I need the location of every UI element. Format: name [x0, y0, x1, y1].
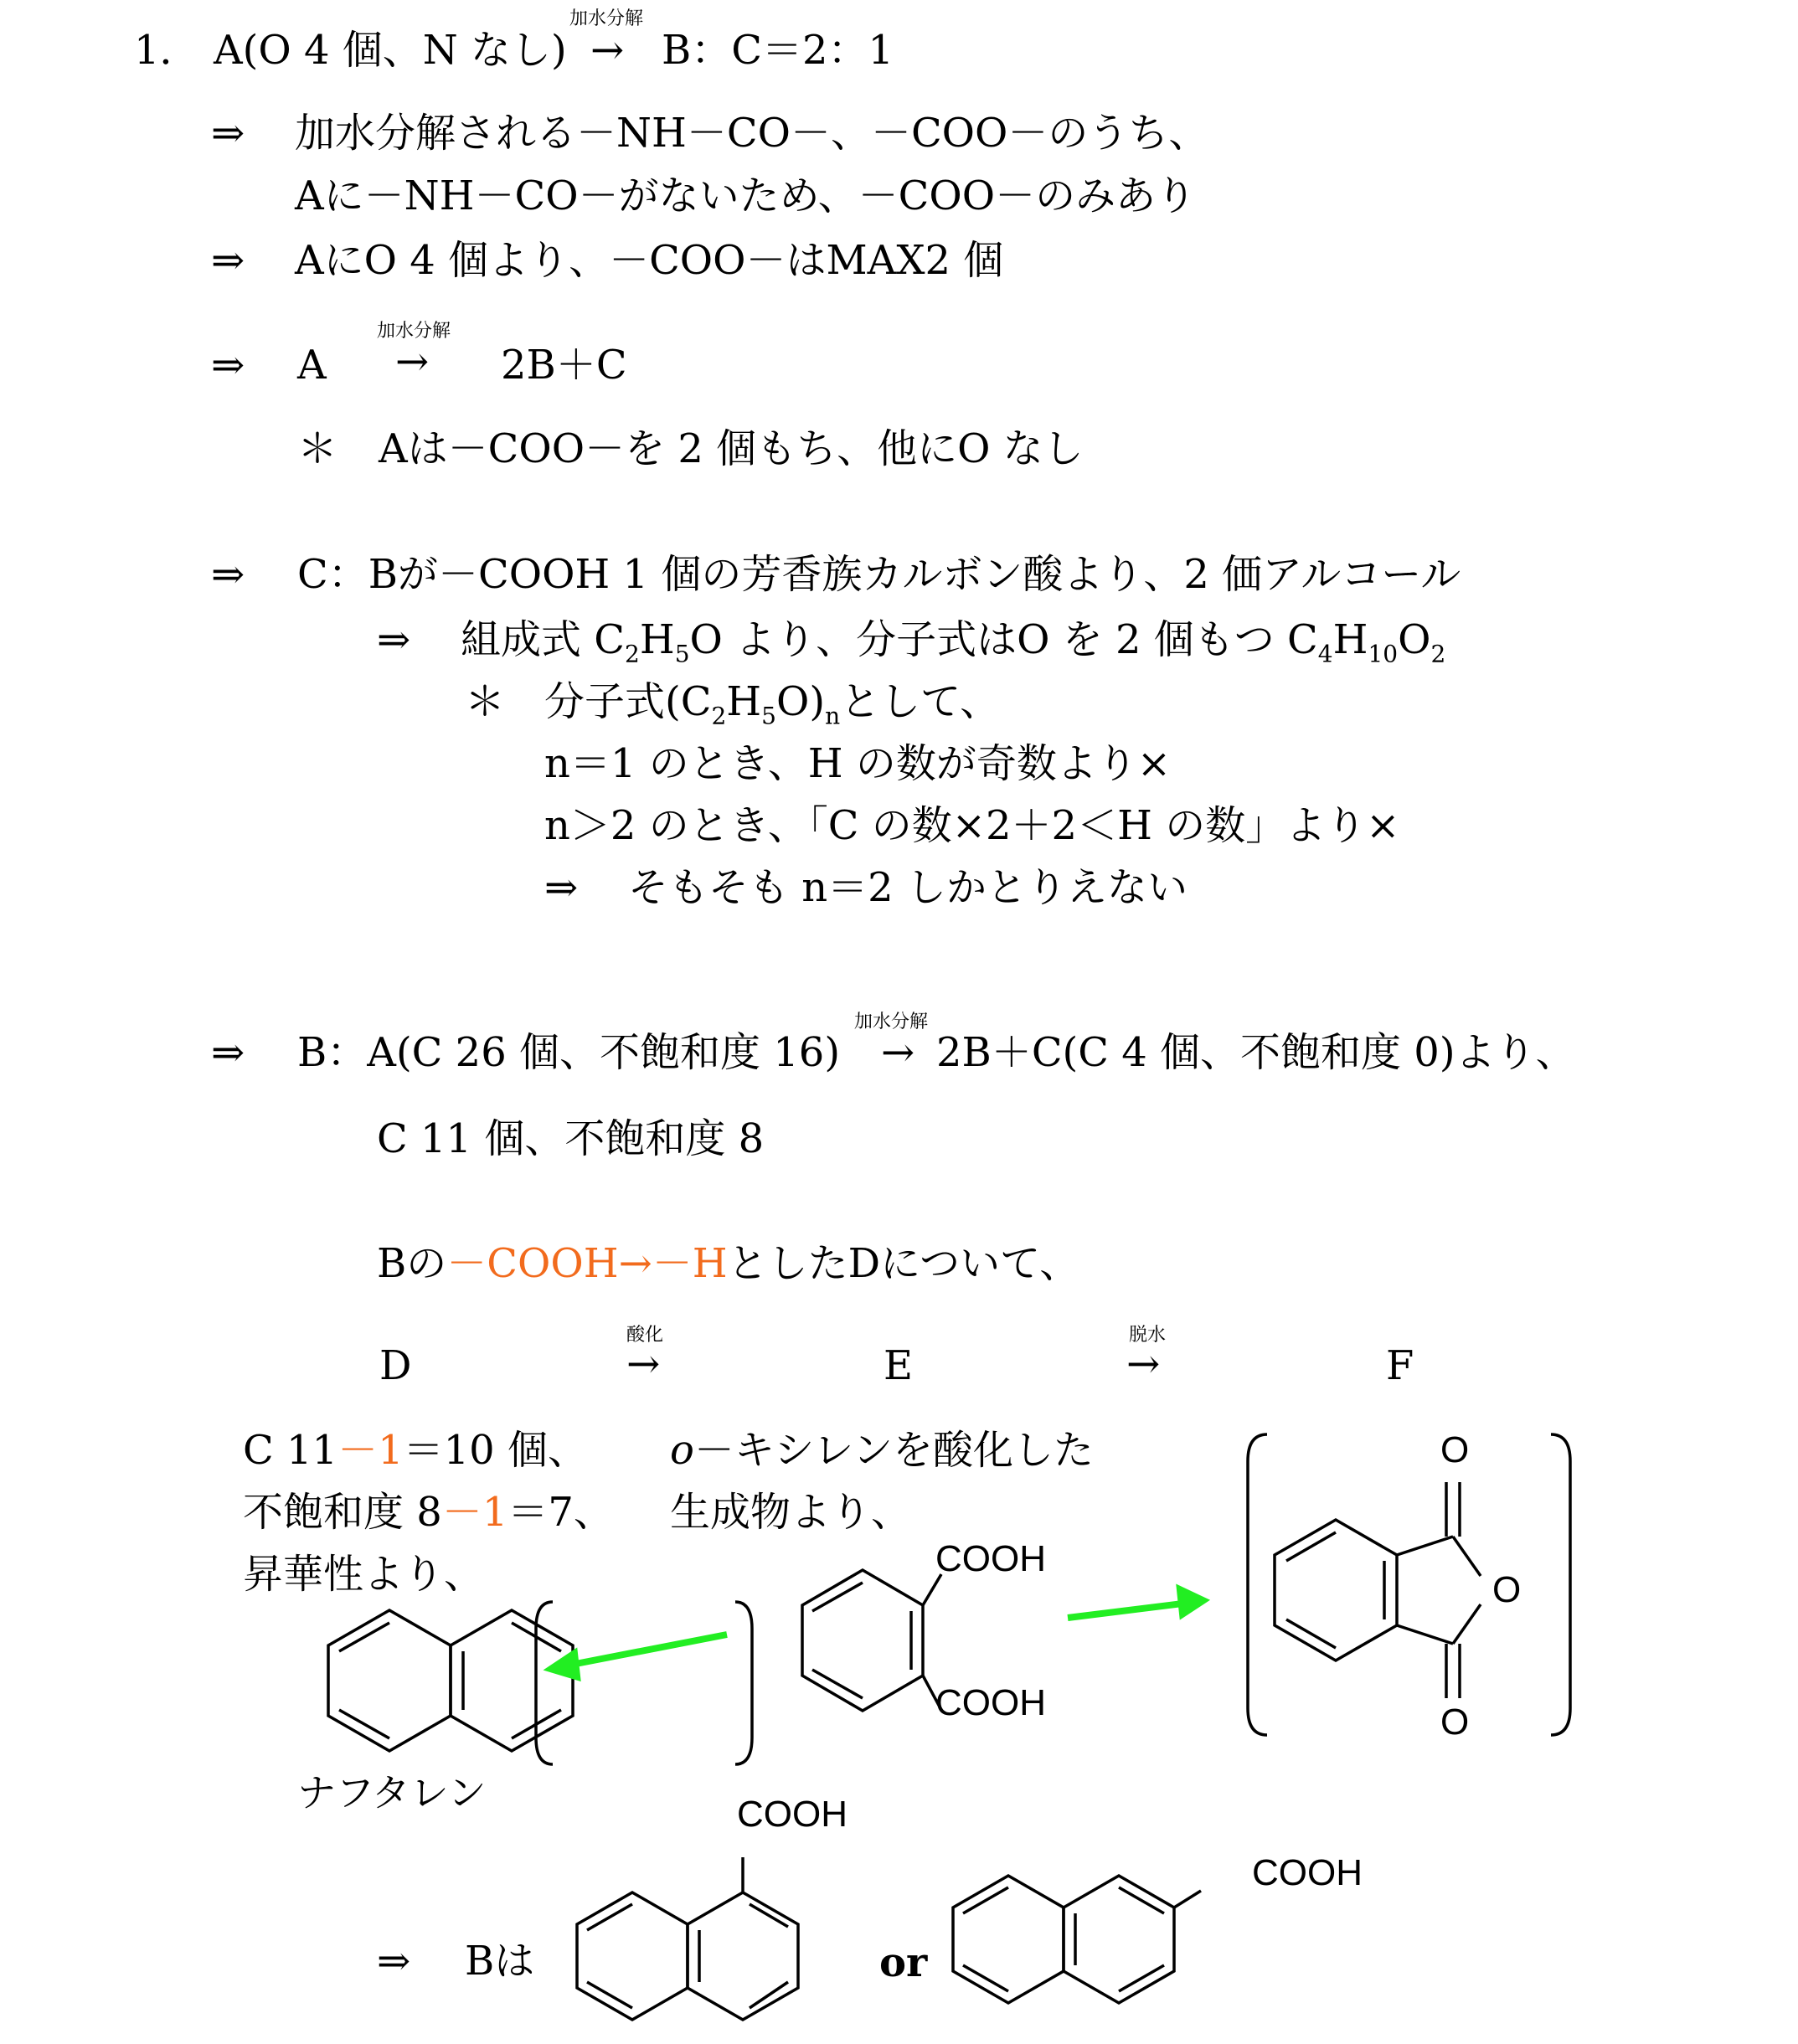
implies-symbol: ⇒ — [377, 1938, 411, 1985]
carbonyl-oxygen-bottom: O — [1440, 1702, 1470, 1743]
arrow-label-hydrolysis: 加水分解 — [569, 8, 644, 29]
arrow-label-hydrolysis: 加水分解 — [854, 1012, 929, 1032]
reaction-arrow: → — [395, 338, 430, 385]
cooh-group-bottom: COOH — [935, 1682, 1046, 1723]
note-asterisk: ＊ — [465, 678, 506, 725]
note-e-xylene: o－キシレンを酸化した — [670, 1427, 1095, 1474]
compound-e-label: E — [884, 1342, 914, 1389]
implies-symbol: ⇒ — [211, 551, 245, 598]
case-n1: n＝1 のとき、H の数が奇数より× — [544, 740, 1172, 787]
implies-symbol: ⇒ — [211, 237, 245, 284]
naphthalene-structure — [251, 1591, 553, 1775]
reaction-products: 2B＋C — [501, 342, 627, 389]
note-two-ester: Aは－COO－を 2 個もち、他にO なし — [379, 425, 1084, 472]
statement-hydrolysis-groups: 加水分解される－NH－CO－、－COO－のうち、 — [295, 110, 1209, 157]
conclusion-n2: そもそも n＝2 しかとりえない — [628, 864, 1188, 911]
implies-symbol: ⇒ — [544, 864, 579, 911]
reaction-arrow: → — [881, 1029, 915, 1076]
1-naphthoic-acid-structure — [549, 1800, 833, 2044]
statement-b-a: B：A(C 26 個、不飽和度 16) — [297, 1029, 841, 1076]
ring-oxygen: O — [1492, 1569, 1522, 1610]
back-arrow-green — [536, 1616, 737, 1700]
statement-b-rhs: 2B＋C(C 4 個、不飽和度 0)より、 — [936, 1029, 1576, 1076]
implies-symbol: ⇒ — [211, 1029, 245, 1076]
arrow-label-oxidation: 酸化 — [626, 1325, 664, 1346]
note-asterisk: ＊ — [297, 425, 338, 472]
statement-c-alcohol: C：Bが－COOH 1 個の芳香族カルボン酸より、2 価アルコール — [297, 551, 1461, 598]
implies-symbol: ⇒ — [377, 616, 411, 663]
implies-symbol: ⇒ — [211, 110, 245, 157]
note-d-sublimation: 昇華性より、 — [243, 1551, 485, 1598]
statement-formula: 組成式 $C_2H_5O$ より、分子式はO を 2 個もつ $C_4H_{10}O_2$ — [461, 616, 1446, 668]
ratio-text: B：C＝2：1 — [662, 27, 894, 74]
case-n-gt-2: n＞2 のとき、「C の数×2＋2＜H の数」より× — [544, 802, 1400, 849]
reaction-arrow: → — [590, 27, 625, 74]
compound-f-label: F — [1386, 1342, 1414, 1389]
note-e-product: 生成物より、 — [670, 1489, 912, 1536]
item-number: 1． — [134, 27, 200, 74]
compound-d-label: D — [379, 1342, 412, 1389]
note-formula-n: 分子式$(C_2H_5O)_n$として、 — [544, 678, 1001, 730]
statement-b-count: C 11 個、不飽和度 8 — [377, 1115, 765, 1162]
cooh-group-beta: COOH — [1252, 1852, 1363, 1893]
note-d-unsaturation: 不飽和度 8－1＝7、 — [243, 1489, 614, 1536]
implies-symbol: ⇒ — [211, 342, 245, 389]
naphthalene-label: ナフタレン — [297, 1770, 487, 1815]
arrow-label-dehydration: 脱水 — [1129, 1325, 1167, 1346]
oxidation-arrow: → — [626, 1341, 661, 1388]
cooh-group-top: COOH — [935, 1538, 1046, 1579]
conclusion-b-is: Bは — [465, 1938, 535, 1985]
compound-a-condition: A(O 4 個、N なし) — [214, 27, 567, 74]
or-text: or — [879, 1939, 928, 1986]
right-bracket-f — [1541, 1428, 1583, 1742]
2-naphthoic-acid-structure — [938, 1842, 1273, 2044]
statement-no-amide: Aに－NH－CO－がないため、－COO－のみあり — [295, 172, 1197, 219]
arrow-label-hydrolysis: 加水分解 — [377, 321, 451, 342]
cooh-group-alpha: COOH — [737, 1794, 847, 1835]
statement-max-ester: AにO 4 個より、－COO－はMAX2 個 — [295, 237, 1004, 284]
carbonyl-oxygen-top: O — [1440, 1429, 1470, 1470]
forward-arrow-green — [1064, 1574, 1223, 1633]
note-d-carbon: C 11－1＝10 個、 — [243, 1427, 588, 1474]
statement-d-intro: Bの－COOH→－HとしたDについて、 — [377, 1240, 1080, 1287]
dehydration-arrow: → — [1126, 1341, 1161, 1388]
compound-a: A — [297, 342, 327, 389]
